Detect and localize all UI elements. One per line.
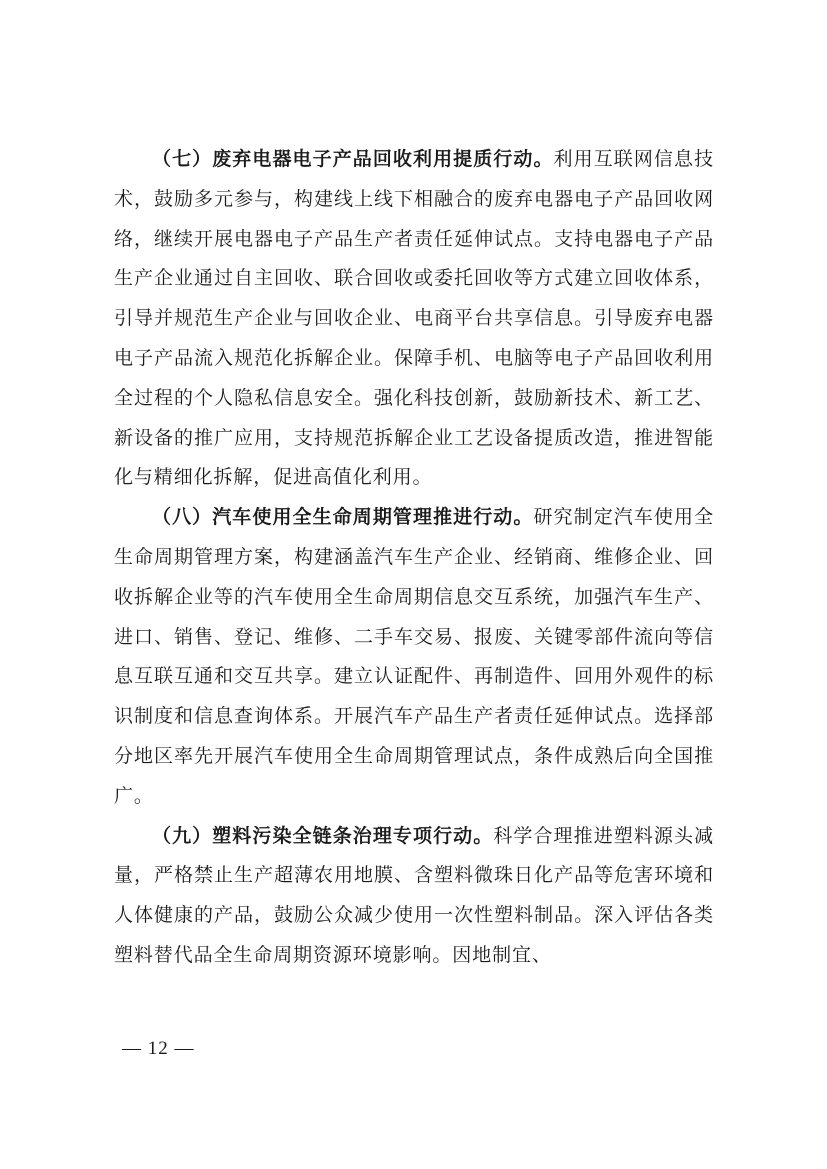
- document-body: [114, 140, 714, 976]
- paragraph-9-text: 科学合理推进塑料源头减量，严格禁止生产超薄农用地膜、含塑料微珠日化产品等危害环境和人体健康的产品，鼓励公众减少使用一次性塑料制品。深入评估各类塑料替代品全生命周期资源环境影响。因地制宜、: [114, 824, 714, 966]
- paragraph-8: [114, 498, 714, 816]
- paragraph-9: [114, 817, 714, 976]
- page-number: — 12 —: [122, 1038, 195, 1059]
- paragraph-7-heading: （七）废弃电器电子产品回收利用提质行动。: [152, 148, 554, 170]
- paragraph-7-text: 利用互联网信息技术，鼓励多元参与，构建线上线下相融合的废弃电器电子产品回收网络，继续开展电器电子产品生产者责任延伸试点。支持电器电子产品生产企业通过自主回收、联合回收或委托回收等方式建立回收体系，引导并规范生产企业与回收企业、电商平台共享信息。引导废弃电器电子产品流入规范化拆解企业。保障手机、电脑等电子产品回收利用全过程的个人隐私信息安全。强化科技创新，鼓励新技术、新工艺、新设备的推广应用，支持规范拆解企业工艺设备提质改造，推进智能化与精细化拆解，促进高值化利用。: [114, 148, 714, 489]
- paragraph-7: [114, 140, 714, 498]
- paragraph-8-heading: （八）汽车使用全生命周期管理推进行动。: [152, 506, 534, 529]
- paragraph-8-text: 研究制定汽车使用全生命周期管理方案，构建涵盖汽车生产企业、经销商、维修企业、回收拆解企业等的汽车使用全生命周期信息交互系统，加强汽车生产、进口、销售、登记、维修、二手车交易、报废、关键零部件流向等信息互联互通和交互共享。建立认证配件、再制造件、回用外观件的标识制度和信息查询体系。开展汽车产品生产者责任延伸试点。选择部分地区率先开展汽车使用全生命周期管理试点，条件成熟后向全国推广。: [114, 506, 714, 807]
- paragraph-9-heading: （九）塑料污染全链条治理专项行动。: [152, 824, 494, 847]
